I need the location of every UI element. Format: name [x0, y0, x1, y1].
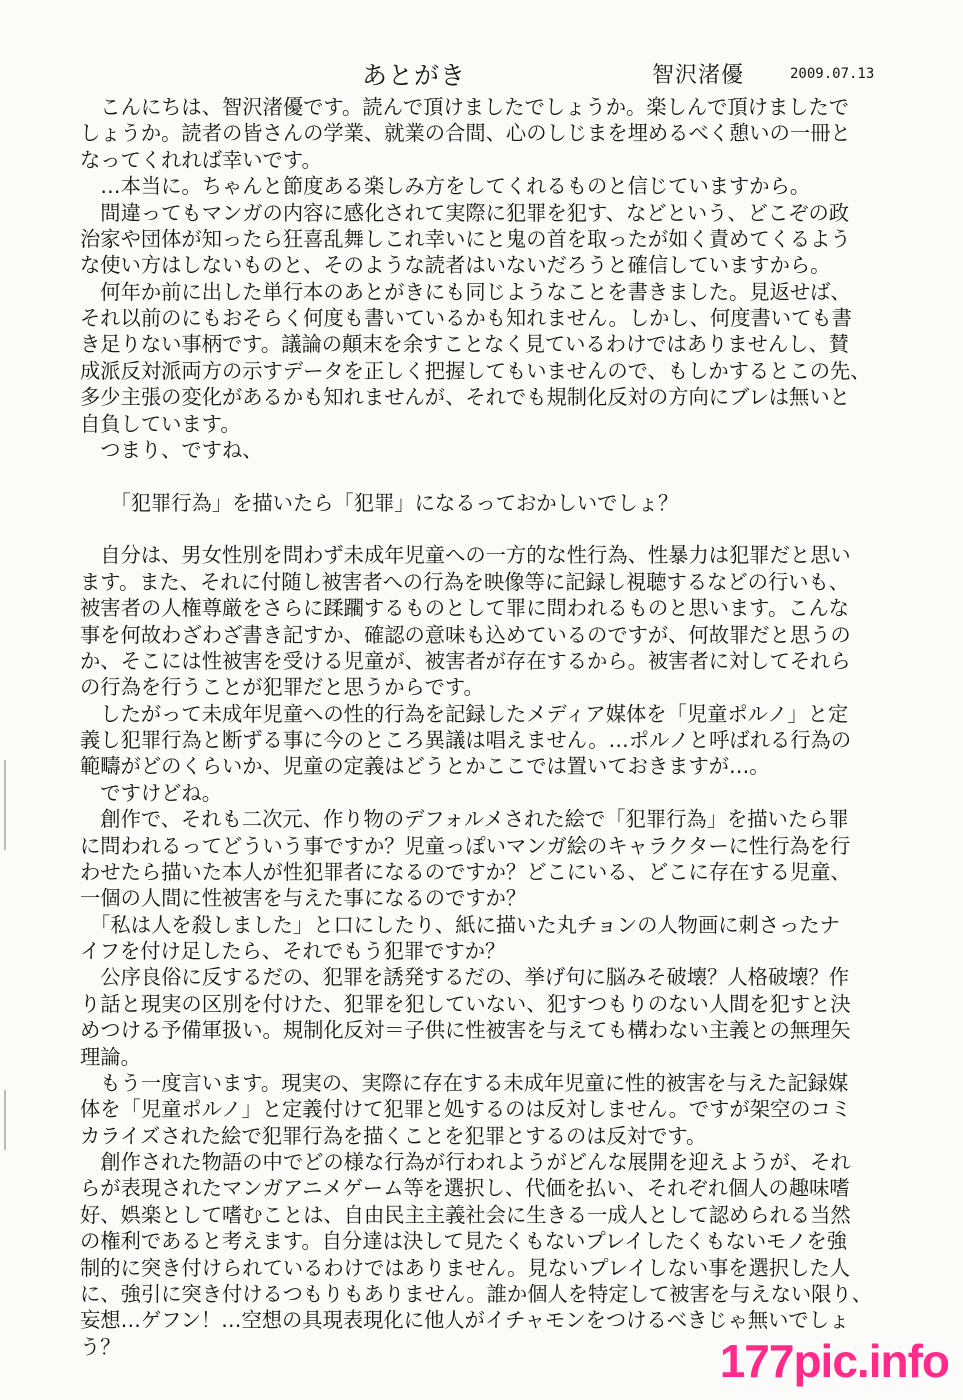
text-line: ですけどね。 — [80, 780, 222, 805]
text-line: に、強引に突き付けるつもりもありません。誰か個人を特定して被害を与えない限り、 — [80, 1281, 872, 1306]
text-line: 公序良俗に反するだの、犯罪を誘発するだの、挙げ句に脳みそ破壊？人格破壊？作 — [80, 965, 850, 990]
text-line: 間違ってもマンガの内容に感化されて実際に犯罪を犯す、などという、どこぞの政 — [80, 200, 850, 225]
text-line: もう一度言います。現実の、実際に存在する未成年児童に性的被害を与えた記録媒 — [80, 1070, 849, 1095]
text-line: 妄想…ゲフン！…空想の具現表現化に他人がイチャモンをつけるべきじゃ無いでしょ — [80, 1308, 850, 1333]
text-line: に問われるってどういう事ですか？児童っぽいマンガ絵のキャラクターに性行為を行 — [80, 833, 851, 858]
text-line: 「私は人を殺しました」と口にしたり、紙に描いた丸チョンの人物画に刺さったナ — [80, 912, 840, 937]
text-line: 治家や団体が知ったら狂喜乱舞しこれ幸いにと鬼の首を取ったが如く責めてくるよう — [80, 226, 851, 251]
text-line: それ以前のにもおそらく何度も書いているかも知れません。しかし、何度書いても書 — [80, 306, 852, 330]
text-line: したがって未成年児童への性的行為を記録したメディア媒体を「児童ポルノ」と定 — [80, 701, 849, 726]
text-line: 「犯罪行為」を描いたら「犯罪」になるっておかしいでしょ？ — [80, 490, 679, 515]
text-line: 体を「児童ポルノ」と定義付けて犯罪と処するのは反対しません。ですが架空のコミ — [80, 1097, 852, 1122]
text-line: 義し犯罪行為と断ずる事に今のところ異議は唱えません。…ポルノと呼ばれる行為の — [80, 728, 852, 752]
text-line: の権利であると考えます。自分達は決して見たくもないプレイしたくもないモノを強 — [80, 1229, 848, 1254]
text-line: わせたら描いた本人が性犯罪者になるのですか？どこにいる、どこに存在する児童、 — [80, 859, 851, 884]
text-line: 被害者の人権尊厳をさらに蹂躙するものとして罪に問われるものと思います。こんな — [80, 596, 850, 621]
text-line: の行為を行うことが犯罪だと思うからです。 — [80, 675, 484, 700]
text-line: 創作で、それも二次元、作り物のデフォルメされた絵で「犯罪行為」を描いたら罪 — [80, 807, 849, 832]
text-line: こんにちは、智沢渚優です。読んで頂けましたでしょうか。楽しんで頂けましたで — [80, 95, 850, 119]
page-title: あとがき — [362, 61, 467, 90]
text-line: 範疇がどのくらいか、児童の定義はどうとかここでは置いておきますが…。 — [80, 754, 770, 779]
text-line: き足りない事柄です。議論の顛末を余すことなく見ているわけではありませんし、賛 — [80, 332, 850, 357]
text-line: しょうか。読者の皆さんの学業、就業の合間、心のしじまを埋めるべく憩いの一冊と — [80, 121, 851, 146]
text-line: らが表現されたマンガアニメゲーム等を選択し、代価を払い、それぞれ個人の趣味嗜 — [80, 1176, 850, 1201]
text-line: な使い方はしないものと、そのような読者はいないだろうと確信していますから。 — [80, 253, 831, 278]
text-line: り話と現実の区別を付けた、犯罪を犯していない、犯すつもりのない人間を犯すと決 — [80, 991, 851, 1016]
site-watermark: 177pic.info — [719, 1335, 949, 1387]
text-line: 自分は、男女性別を問わず未成年児童への一方的な性行為、性暴力は犯罪だと思い — [80, 543, 851, 568]
text-line: 何年か前に出した単行本のあとがきにも同じようなことを書きました。見返せば、 — [80, 279, 851, 304]
text-line: 制的に突き付けられているわけではありません。見ないプレイしない事を選択した人 — [80, 1255, 851, 1280]
blank-line — [80, 463, 900, 489]
text-line: 成派反対派両方の示すデータを正しく把握してもいませんので、もしかするとこの先、 — [80, 358, 871, 383]
text-line: か、そこには性被害を受ける児童が、被害者が存在するから。被害者に対してそれら — [80, 648, 851, 673]
text-line: 一個の人間に性被害を与えた事になるのですか？ — [80, 886, 527, 911]
text-line: 理論。 — [80, 1044, 141, 1069]
text-line: つまり、ですね、 — [80, 437, 263, 462]
text-line: なってくれれば幸いです。 — [80, 147, 322, 172]
text-line: 多少主張の変化があるかも知れませんが、それでも規制化反対の方向にブレは無いと — [80, 385, 850, 410]
text-line: 事を何故わざわざ書き記すか、確認の意味も込めているのですが、何故罪だと思うの — [80, 622, 851, 647]
date-stamp: 2009.07.13 — [790, 66, 875, 82]
text-line: 好、娯楽として嗜むことは、自由民主主義社会に生きる一成人として認められる当然 — [80, 1202, 851, 1227]
text-line: めつける予備軍扱い。規制化反対＝子供に性被害を与えても構わない主義との無理矢 — [80, 1018, 851, 1043]
text-line: 自負しています。 — [80, 411, 241, 436]
text-line: イフを付け足したら、それでもう犯罪ですか？ — [80, 939, 506, 963]
text-line: …本当に。ちゃんと節度ある楽しみ方をしてくれるものと信じていますから。 — [80, 174, 811, 199]
afterword-body — [80, 94, 900, 1360]
author-name: 智沢渚優 — [652, 63, 745, 88]
blank-line — [80, 516, 900, 542]
text-line: ます。また、それに付随し被害者への行為を映像等に記録し視聴するなどの行いも、 — [80, 569, 850, 594]
text-line: 創作された物語の中でどの様な行為が行われようがどんな展開を迎えようが、それ — [80, 1150, 851, 1174]
text-line: カライズされた絵で犯罪行為を描くことを犯罪とするのは反対です。 — [80, 1123, 707, 1148]
text-line: う？ — [80, 1334, 121, 1359]
scan-edge-mark — [4, 760, 6, 850]
scan-edge-mark — [4, 1090, 6, 1150]
